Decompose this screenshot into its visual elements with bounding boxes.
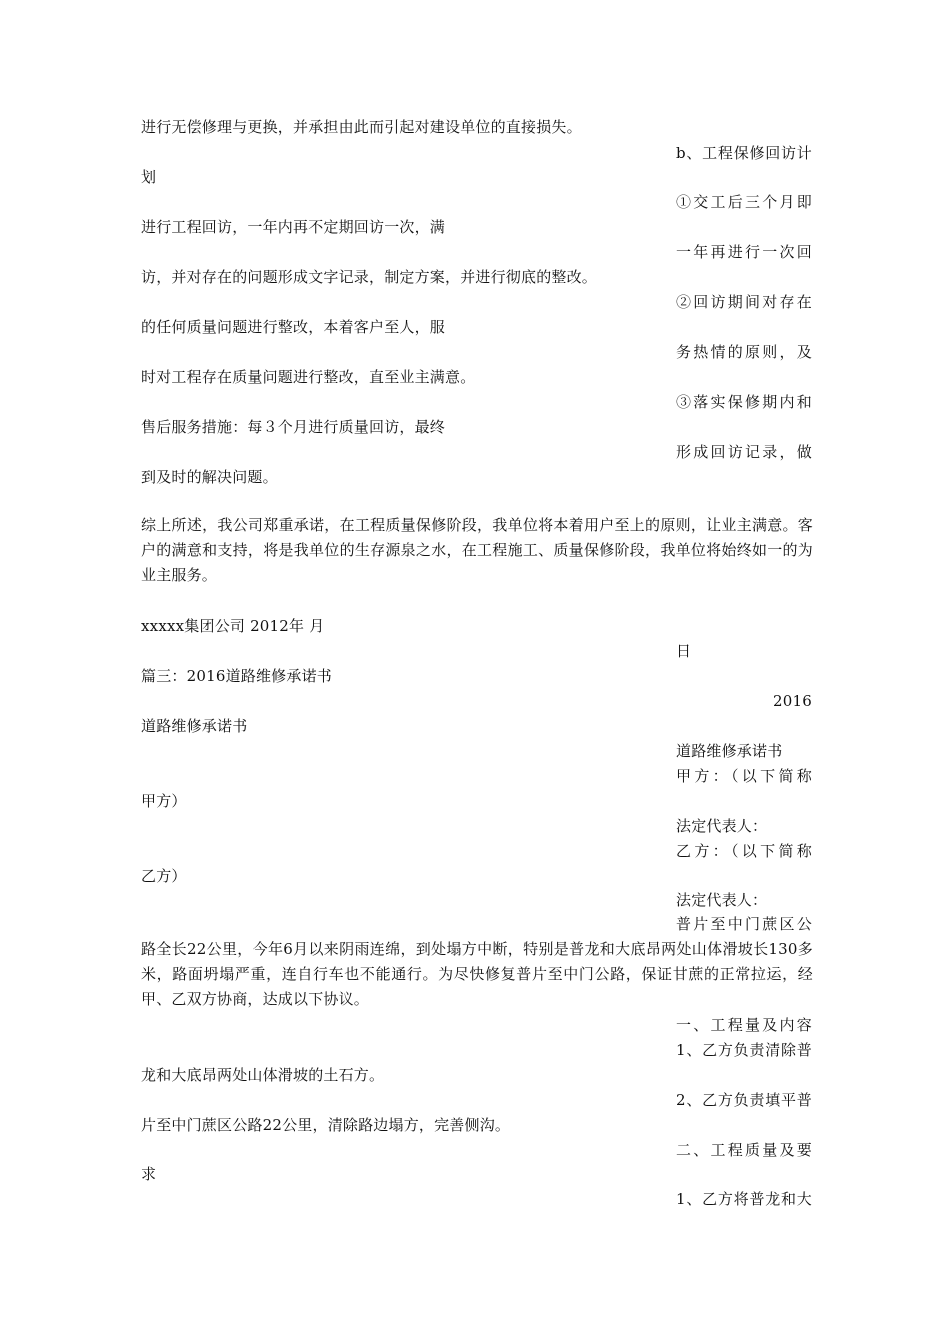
text-line: 乙方：（以下简称	[676, 842, 812, 860]
text-line: 求	[141, 1165, 157, 1183]
text-line: 甲方：（以下简称	[676, 767, 812, 785]
text-line: 1、乙方负责清除普	[676, 1041, 812, 1059]
text-line: b、工程保修回访计	[676, 144, 812, 162]
text-line: 甲方）	[141, 792, 187, 810]
text-line: 1、乙方将普龙和大	[676, 1190, 812, 1208]
text-line: 2、乙方负责填平普	[676, 1091, 812, 1109]
body-paragraph: 路全长22公里，今年6月以来阴雨连绵，到处塌方中断，特别是普龙和大底昂两处山体滑坡长130多米，路面坍塌严重，连自行车也不能通行。为尽快修复普片至中门公路，保证甘蔗的正常拉运，经甲、乙双方协商，达成以下协议。	[141, 940, 813, 1008]
text-line: ③落实保修期内和	[676, 393, 812, 411]
text-line: 进行工程回访，一年内再不定期回访一次，满	[141, 218, 446, 236]
text-line: 法定代表人：	[676, 817, 768, 835]
text-line: 售后服务措施：每３个月进行质量回访，最终	[141, 418, 446, 436]
text-line: 二、工程质量及要	[676, 1141, 812, 1159]
text-line: 日	[676, 642, 692, 660]
text-line: 时对工程存在质量问题进行整改，直至业主满意。	[141, 368, 476, 386]
text-line: 法定代表人：	[676, 891, 768, 909]
text-line: 到及时的解决问题。	[141, 468, 278, 486]
text-line: 2016	[773, 692, 812, 710]
text-line: 的任何质量问题进行整改，本着客户至人，服	[141, 318, 446, 336]
text-line: 形成回访记录，做	[676, 443, 812, 461]
text-line: ②回访期间对存在	[676, 293, 812, 311]
text-line: 普片至中门蔗区公	[676, 915, 812, 933]
text-line: 划	[141, 168, 157, 186]
text-line: ①交工后三个月即	[676, 193, 812, 211]
text-line: 片至中门蔗区公路22公里，清除路边塌方，完善侧沟。	[141, 1116, 511, 1134]
text-line: 龙和大底昂两处山体滑坡的土石方。	[141, 1066, 385, 1084]
text-line: 道路维修承诺书	[141, 717, 248, 735]
summary-paragraph: 综上所述，我公司郑重承诺，在工程质量保修阶段，我单位将本着用户至上的原则，让业主满意。客户的满意和支持，将是我单位的生存源泉之水，在工程施工、质量保修阶段，我单位将始终如一的为业主服务。	[141, 516, 813, 584]
section-heading: 篇三：2016道路维修承诺书	[141, 667, 332, 685]
text-line: 一、工程量及内容	[676, 1016, 812, 1034]
signature-line: xxxxx集团公司 2012年 月	[141, 617, 325, 635]
text-line: 务热情的原则，及	[676, 343, 812, 361]
text-line: 乙方）	[141, 867, 187, 885]
text-line: 一年再进行一次回	[676, 243, 812, 261]
document-title: 道路维修承诺书	[676, 742, 783, 760]
text-line: 访，并对存在的问题形成文字记录，制定方案，并进行彻底的整改。	[141, 268, 598, 286]
text-line: 进行无偿修理与更换，并承担由此而引起对建设单位的直接损失。	[141, 118, 582, 136]
